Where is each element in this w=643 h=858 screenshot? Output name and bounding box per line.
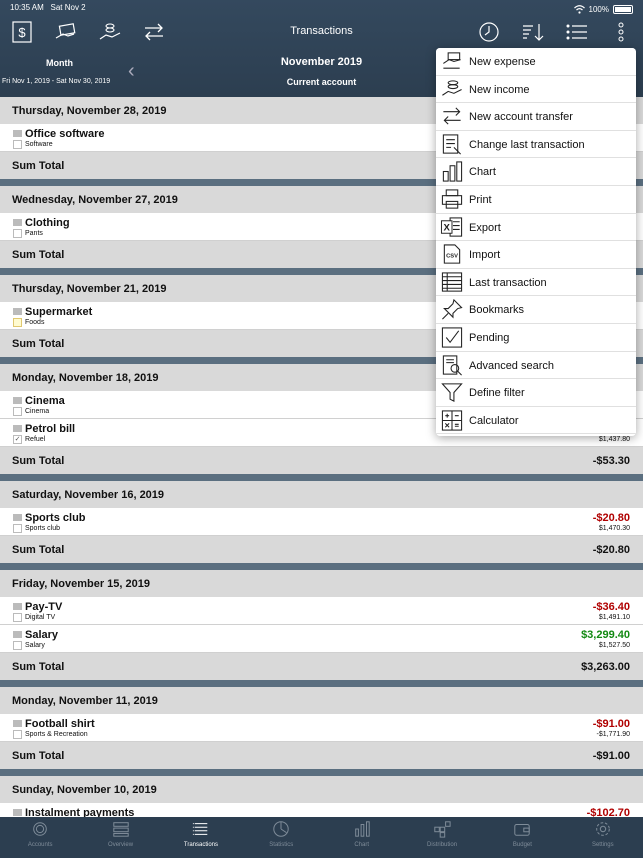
search-document-icon	[440, 354, 464, 377]
checkbox-icon	[440, 326, 464, 349]
menu-item-label: New expense	[469, 56, 536, 68]
funnel-icon	[440, 381, 464, 404]
sum-total-row	[0, 742, 643, 769]
chart-icon	[440, 160, 464, 183]
menu-item-import[interactable]	[436, 241, 636, 269]
statistics-icon	[271, 820, 291, 838]
tab-label: Accounts	[27, 842, 53, 848]
sum-total-row	[0, 447, 643, 474]
svg-text:X: X	[443, 221, 450, 233]
tab-label: Distribution	[427, 842, 458, 848]
tab-overview[interactable]	[80, 817, 160, 858]
status-checkbox-icon[interactable]	[13, 524, 22, 533]
menu-item-new-expense[interactable]	[436, 48, 636, 76]
calculator-icon	[440, 409, 464, 432]
day-separator	[0, 474, 643, 481]
tab-label: Overview	[108, 842, 134, 848]
menu-item-label: Chart	[469, 166, 496, 179]
toolbar	[0, 18, 643, 46]
transaction-category: Foods	[25, 319, 45, 326]
status-checkbox-icon[interactable]	[13, 613, 22, 622]
transaction-category: Salary	[25, 642, 45, 649]
transaction-row[interactable]	[0, 803, 643, 817]
menu-item-bookmarks[interactable]	[436, 296, 636, 324]
transaction-title: Supermarket	[25, 306, 93, 318]
transaction-title: Petrol bill	[25, 423, 76, 435]
menu-item-define-filter[interactable]	[436, 379, 636, 407]
account-name[interactable]: Current account	[286, 77, 357, 87]
new-expense-icon	[440, 50, 464, 73]
sum-total-label: Sum Total	[12, 661, 65, 673]
note-icon	[13, 425, 22, 432]
transaction-title: Cinema	[25, 395, 65, 407]
note-icon	[13, 397, 22, 404]
transaction-balance: $1,527.50	[598, 642, 630, 649]
transaction-title: Football shirt	[25, 718, 95, 730]
transfer-icon	[440, 105, 464, 128]
transaction-amount: -$36.40	[592, 601, 630, 613]
transaction-row[interactable]	[0, 714, 643, 742]
day-header: Monday, November 11, 2019	[0, 687, 643, 714]
transaction-title: Clothing	[25, 217, 70, 229]
note-icon	[13, 809, 22, 816]
transaction-row[interactable]	[0, 508, 643, 536]
transaction-title: Instalment payments	[25, 807, 135, 817]
status-checkbox-icon[interactable]	[13, 140, 22, 149]
menu-item-label: Advanced search	[469, 359, 554, 372]
tab-chart[interactable]	[322, 817, 402, 858]
menu-item-chart[interactable]	[436, 158, 636, 186]
note-icon	[13, 603, 22, 610]
menu-item-export[interactable]	[436, 214, 636, 242]
note-icon	[13, 130, 22, 137]
note-icon	[13, 219, 22, 226]
transaction-balance: $1,491.10	[598, 614, 630, 621]
day-header: Friday, November 15, 2019	[0, 570, 643, 597]
clock-icon[interactable]	[476, 20, 502, 44]
sum-total-label: Sum Total	[12, 160, 65, 172]
transaction-amount: -$20.80	[592, 512, 630, 524]
menu-item-calculator[interactable]	[436, 407, 636, 435]
csv-icon	[440, 243, 464, 266]
transactions-icon	[191, 820, 211, 838]
battery-percent: 100%	[588, 4, 609, 14]
menu-item-label: Last transaction	[469, 276, 547, 289]
bar-chart-icon	[352, 820, 372, 838]
day-header: Thursday, November 21, 2019	[0, 275, 643, 302]
tab-label: Settings	[591, 842, 614, 848]
status-bar	[10, 3, 633, 15]
day-header: Wednesday, November 27, 2019	[0, 186, 643, 213]
list-view-icon[interactable]	[564, 20, 590, 44]
note-icon	[13, 514, 22, 521]
menu-item-label: New income	[469, 83, 530, 96]
menu-item-label: Calculator	[469, 414, 519, 427]
svg-text:$: $	[18, 25, 26, 40]
menu-item-label: Pending	[469, 331, 510, 344]
sum-total-value: -$20.80	[592, 544, 630, 556]
status-checkbox-icon[interactable]	[13, 730, 22, 739]
distribution-icon	[432, 820, 452, 838]
menu-item-label: Bookmarks	[469, 304, 525, 317]
sum-total-label: Sum Total	[12, 750, 65, 762]
transaction-title: Pay-TV	[25, 601, 63, 613]
wallet-icon	[512, 820, 532, 838]
tab-accounts[interactable]	[0, 817, 80, 858]
coins-icon	[30, 820, 50, 838]
tab-label: Statistics	[269, 842, 294, 848]
menu-item-new-account-transfer[interactable]	[436, 103, 636, 131]
transaction-row[interactable]	[0, 625, 643, 653]
status-checkbox-icon[interactable]	[13, 229, 22, 238]
status-time: 10:35 AM	[10, 3, 44, 12]
status-checkbox-icon[interactable]: ✓	[14, 436, 21, 443]
more-menu-icon[interactable]	[608, 20, 634, 44]
sum-total-row	[0, 536, 643, 563]
day-separator	[0, 680, 643, 687]
transaction-amount: -$91.00	[592, 718, 630, 730]
menu-item-label: Define filter	[469, 387, 525, 400]
status-checkbox-icon[interactable]	[13, 407, 22, 416]
tab-bar	[0, 817, 643, 858]
menu-item-last-transaction[interactable]	[436, 269, 636, 297]
list-icon	[440, 271, 464, 294]
tab-label: Transactions	[183, 842, 218, 848]
transaction-category: Software	[25, 141, 53, 148]
tab-settings[interactable]	[563, 817, 643, 858]
transaction-category: Sports & Recreation	[25, 731, 88, 738]
chevron-left-icon[interactable]: ‹	[128, 60, 135, 82]
transaction-category: Pants	[25, 230, 43, 237]
transaction-row[interactable]	[0, 597, 643, 625]
transaction-balance: $1,470.30	[598, 525, 630, 532]
sum-total-label: Sum Total	[12, 544, 65, 556]
day-separator	[0, 563, 643, 570]
gear-icon	[593, 820, 613, 838]
status-checkbox-icon[interactable]	[13, 318, 22, 327]
wifi-icon	[574, 5, 585, 14]
sum-total-label: Sum Total	[12, 338, 65, 350]
transaction-category: Sports club	[25, 525, 61, 532]
tab-statistics[interactable]	[241, 817, 321, 858]
pin-icon	[440, 298, 464, 321]
note-icon	[13, 631, 22, 638]
transaction-amount: $3,299.40	[581, 629, 630, 641]
sum-total-row	[0, 653, 643, 680]
note-icon	[13, 720, 22, 727]
edit-document-icon	[440, 133, 464, 156]
transaction-amount: -$102.70	[586, 807, 630, 817]
more-menu	[436, 48, 636, 436]
new-income-icon	[440, 78, 464, 101]
period-title: November 2019	[280, 56, 363, 68]
transaction-title: Salary	[25, 629, 59, 641]
tab-label: Chart	[354, 842, 370, 848]
day-header: Saturday, November 16, 2019	[0, 481, 643, 508]
overview-icon	[111, 820, 131, 838]
day-header: Thursday, November 28, 2019	[0, 97, 643, 124]
status-checkbox-icon[interactable]	[13, 641, 22, 650]
period-type[interactable]: Month	[46, 58, 73, 68]
tab-distribution[interactable]	[402, 817, 482, 858]
menu-item-pending[interactable]	[436, 324, 636, 352]
menu-item-advanced-search[interactable]	[436, 352, 636, 380]
tab-budget[interactable]	[482, 817, 562, 858]
menu-item-change-last-transaction[interactable]	[436, 131, 636, 159]
print-icon	[440, 188, 464, 211]
tab-label: Budget	[512, 842, 532, 848]
menu-item-label: New account transfer	[469, 111, 573, 124]
transaction-balance: $1,437.80	[598, 436, 630, 443]
transaction-category: Digital TV	[25, 614, 56, 621]
transaction-balance: -$1,771.90	[596, 731, 630, 738]
excel-icon	[440, 216, 464, 239]
transaction-category: Cinema	[25, 408, 50, 415]
status-date: Sat Nov 2	[50, 3, 86, 12]
day-header: Sunday, November 10, 2019	[0, 776, 643, 803]
sum-total-label: Sum Total	[12, 249, 65, 261]
menu-item-label: Change last transaction	[469, 138, 585, 151]
page-title: Transactions	[290, 25, 353, 37]
transaction-title: Office software	[25, 128, 105, 140]
transaction-title: Sports club	[25, 512, 86, 524]
menu-item-print[interactable]	[436, 186, 636, 214]
sum-total-label: Sum Total	[12, 455, 65, 467]
note-icon	[13, 308, 22, 315]
menu-item-label: Import	[469, 249, 501, 262]
tab-transactions[interactable]	[161, 817, 241, 858]
menu-item-label: Export	[469, 221, 501, 234]
menu-item-label: Print	[469, 193, 492, 206]
sum-total-value: $3,263.00	[581, 661, 630, 673]
svg-text:CSV: CSV	[446, 253, 458, 260]
transaction-category: Refuel	[25, 436, 46, 443]
sort-icon[interactable]	[520, 20, 546, 44]
sum-total-value: -$91.00	[592, 750, 630, 762]
sum-total-value: -$53.30	[592, 455, 630, 467]
menu-item-new-income[interactable]	[436, 76, 636, 104]
date-range: Fri Nov 1, 2019 - Sat Nov 30, 2019	[2, 78, 111, 85]
battery-icon	[613, 5, 633, 14]
day-header: Monday, November 18, 2019	[0, 364, 643, 391]
day-separator	[0, 769, 643, 776]
